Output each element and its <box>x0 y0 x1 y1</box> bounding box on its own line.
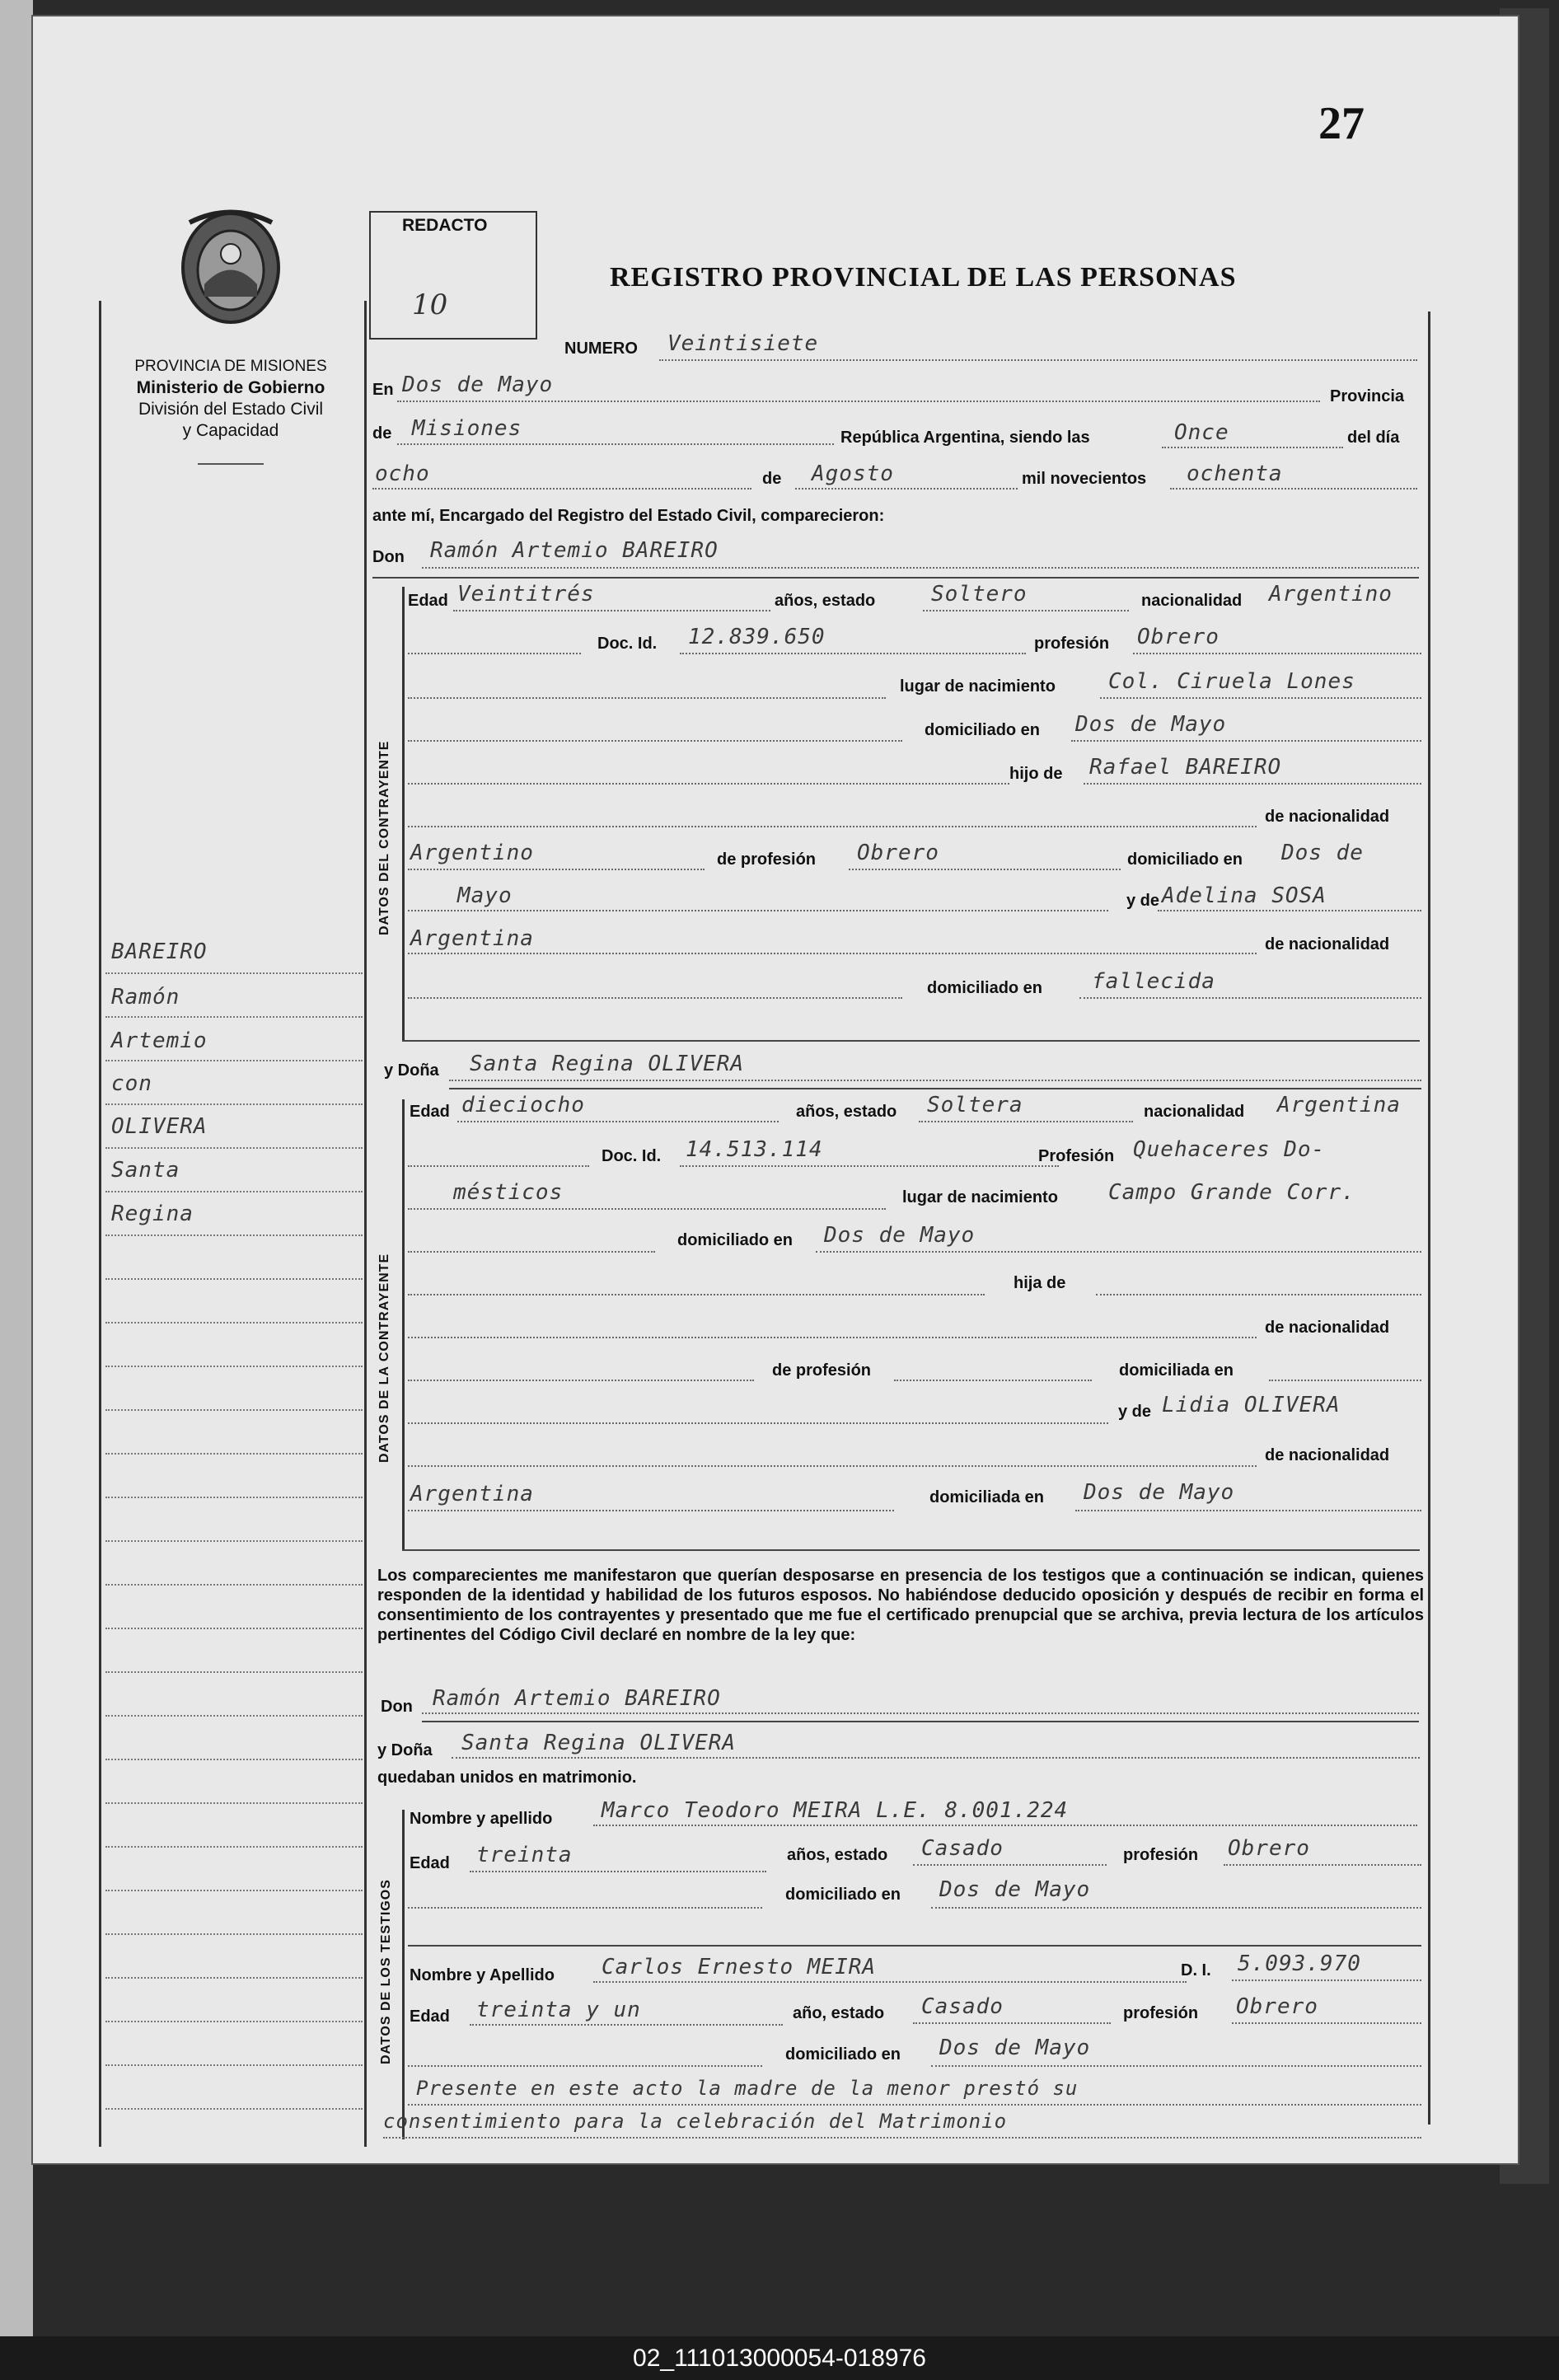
t2-di-value: 5.093.970 <box>1238 1951 1361 1976</box>
c-section-end <box>402 1040 1420 1042</box>
f-edad-line <box>457 1121 779 1122</box>
c-doc-line <box>680 653 1026 654</box>
t1-edad-line <box>470 1871 766 1872</box>
c-lugar-label: lugar de nacimiento <box>900 677 1056 696</box>
t2-di-line <box>1232 1979 1421 1981</box>
c-lugar-line <box>1100 697 1421 699</box>
testigos-note-line2-rule <box>383 2137 1421 2139</box>
footer-id: 02_111013000054-018976 <box>0 2336 1559 2380</box>
left-margin-line <box>99 301 101 2147</box>
numero-line <box>659 359 1417 361</box>
f-padre-prof-line <box>894 1380 1092 1381</box>
t2-nombre-value: Carlos Ernesto MEIRA <box>602 1955 877 1979</box>
margin-rule <box>105 1497 363 1498</box>
t1-dom-value: Dos de Mayo <box>939 1877 1091 1902</box>
c-estado-line <box>923 610 1129 611</box>
hora-value: Once <box>1174 420 1229 445</box>
f-madre-dom-value: Dos de Mayo <box>1084 1480 1235 1505</box>
mes-value: Agosto <box>812 461 894 486</box>
t2-edad-value: treinta y un <box>476 1998 641 2022</box>
f-madre-dom-label: domiciliada en <box>929 1488 1044 1506</box>
margin-rule <box>105 1933 363 1935</box>
redacto-label: REDACTO <box>402 216 488 235</box>
f-edad-label: Edad <box>410 1103 450 1121</box>
margin-rule <box>105 1759 363 1760</box>
c-hijo-pre-line <box>408 783 1009 785</box>
c-edad-line <box>453 610 770 611</box>
f-doc-line <box>680 1165 1059 1167</box>
margin-rule <box>105 1846 363 1848</box>
t2-nombre-line <box>593 1981 1187 1983</box>
margin-rule <box>105 1235 363 1236</box>
c-padre-dom-line <box>408 910 1108 911</box>
c-dom-line <box>1071 740 1421 742</box>
f-nac-label: nacionalidad <box>1144 1103 1245 1121</box>
c-dom-label: domiciliado en <box>925 721 1041 739</box>
margin-note: Santa <box>111 1158 180 1183</box>
column-divider <box>364 301 367 2147</box>
t2-estado-value: Casado <box>921 1994 1004 2019</box>
t2-estado-line <box>913 2022 1111 2024</box>
dia-line <box>372 488 751 490</box>
c-padre-prof-value: Obrero <box>857 841 939 865</box>
province-value: Misiones <box>412 416 522 441</box>
c-madre-dom-value: fallecida <box>1092 969 1215 994</box>
decl-don-value: Ramón Artemio BAREIRO <box>433 1686 721 1711</box>
c-edad-value: Veintitrés <box>457 582 595 607</box>
margin-note: OLIVERA <box>111 1114 208 1139</box>
numero-label: NUMERO <box>564 340 638 358</box>
f-dom-label: domiciliado en <box>677 1231 794 1249</box>
t1-edad-value: treinta <box>476 1843 573 1867</box>
ministry-heading <box>99 356 363 442</box>
c-doc-value: 12.839.650 <box>688 625 826 649</box>
de-label: de <box>372 424 392 443</box>
t1-edad-label: Edad <box>410 1854 450 1872</box>
page-number: 27 <box>1318 98 1365 149</box>
c-madre-nac-line <box>408 953 1257 954</box>
f-hija-label: hija de <box>1014 1274 1066 1292</box>
f-madre-value: Lidia OLIVERA <box>1162 1393 1341 1417</box>
t2-dom-label: domiciliado en <box>785 2045 901 2064</box>
province-line: PROVINCIA DE MISIONES <box>134 358 327 375</box>
t2-prof-line <box>1232 2022 1421 2024</box>
t2-edad-line <box>470 2024 783 2026</box>
margin-rule <box>105 1890 363 1891</box>
f-estado-label: años, estado <box>796 1103 897 1121</box>
f-madre-nac-line <box>408 1510 894 1511</box>
dia-value: ocho <box>375 461 430 486</box>
c-y-de-label: y de <box>1126 892 1160 910</box>
contrayenta-bracket <box>402 1099 405 1551</box>
t1-dom-label: domiciliado en <box>785 1886 901 1904</box>
province-line <box>397 443 834 445</box>
c-madre-value: Adelina SOSA <box>1162 883 1327 908</box>
anio-value: ochenta <box>1187 461 1283 486</box>
t2-prof-value: Obrero <box>1236 1994 1318 2019</box>
margin-rule <box>105 1322 363 1324</box>
c-doc-pre-line <box>408 653 581 654</box>
f-nac-value: Argentina <box>1277 1093 1401 1117</box>
anio-line <box>1170 488 1417 490</box>
c-padre-nac-value: Argentino <box>410 841 534 865</box>
f-y-de-label: y de <box>1118 1403 1152 1421</box>
c-de-nac-label2: de nacionalidad <box>1265 935 1390 953</box>
t1-prof-label: profesión <box>1123 1846 1199 1864</box>
margin-rule <box>105 1278 363 1280</box>
f-lugar-label: lugar de nacimiento <box>902 1188 1058 1206</box>
t1-dom-line <box>931 1907 1421 1909</box>
t2-estado-label: año, estado <box>793 2004 885 2022</box>
dona-line <box>449 1080 1421 1081</box>
margin-rule <box>105 1016 363 1018</box>
f-estado-value: Soltera <box>927 1093 1023 1117</box>
margin-rule <box>105 1671 363 1673</box>
quedaban-label: quedaban unidos en matrimonio. <box>377 1769 637 1787</box>
margin-rule <box>105 1191 363 1192</box>
decl-don-label: Don <box>381 1698 413 1716</box>
c-padre-value: Rafael BAREIRO <box>1089 755 1282 780</box>
testigos-bracket <box>402 1810 405 2139</box>
margin-rule <box>105 1147 363 1149</box>
f-prof-pre-line <box>408 1380 754 1381</box>
t1-nombre-line <box>593 1825 1417 1826</box>
provincia-label: Provincia <box>1330 387 1405 405</box>
t2-prof-label: profesión <box>1123 2004 1199 2022</box>
t1-dom-pre-line <box>408 1907 762 1909</box>
en-label: En <box>372 381 394 399</box>
decl-don-line <box>422 1712 1419 1714</box>
f-doc-label: Doc. Id. <box>602 1147 662 1165</box>
f-prof-label: Profesión <box>1038 1147 1115 1165</box>
dona-value: Santa Regina OLIVERA <box>470 1052 745 1076</box>
en-value: Dos de Mayo <box>402 372 554 397</box>
f-estado-line <box>919 1121 1133 1122</box>
margin-rule <box>105 1540 363 1542</box>
del-dia-label: del día <box>1347 429 1400 447</box>
contrayenta-side-label: DATOS DE LA CONTRAYENTE <box>377 1253 391 1463</box>
don-underline <box>372 577 1419 579</box>
f-prof-value1: Quehaceres Do- <box>1133 1137 1326 1162</box>
c-nac-value: Argentino <box>1269 582 1393 607</box>
c-madre-dom-pre-line <box>408 997 902 999</box>
decl-dona-line <box>452 1757 1420 1759</box>
book-left-edge <box>0 0 33 2380</box>
f-de-nac-label: de nacionalidad <box>1265 1319 1390 1337</box>
f-section-end <box>402 1549 1420 1551</box>
margin-note: con <box>111 1071 152 1096</box>
c-madre-line <box>1158 910 1421 911</box>
f-padre-dom-line <box>1269 1380 1421 1381</box>
dona-label: y Doña <box>384 1061 439 1080</box>
hora-line <box>1162 447 1343 448</box>
c-padre-prof-line <box>849 869 1121 870</box>
margin-rule <box>105 1453 363 1455</box>
don-label: Don <box>372 548 405 566</box>
right-border <box>1428 312 1430 2125</box>
en-line <box>397 401 1320 402</box>
t1-prof-line <box>1224 1864 1421 1866</box>
t2-dom-pre-line <box>408 2065 762 2067</box>
c-estado-value: Soltero <box>931 582 1028 607</box>
f-hija-pre-line <box>408 1294 985 1295</box>
t2-dom-line <box>931 2065 1421 2067</box>
f-domiciliada-label: domiciliada en <box>1119 1361 1234 1380</box>
margin-rule <box>105 2064 363 2066</box>
f-nac-pre-line <box>408 1337 1257 1338</box>
decl-dona-value: Santa Regina OLIVERA <box>461 1731 737 1755</box>
c-padre-dom-value1: Dos de <box>1281 841 1364 865</box>
margin-rule <box>105 972 363 974</box>
margin-rule <box>105 1366 363 1367</box>
c-madre-dom-label: domiciliado en <box>927 979 1043 997</box>
c-prof-line <box>1133 653 1421 654</box>
mes-line <box>795 488 1018 490</box>
t2-edad-label: Edad <box>410 2008 450 2026</box>
margin-rule <box>105 1060 363 1061</box>
capacity-line: y Capacidad <box>182 421 279 440</box>
t1-nombre-label: Nombre y apellido <box>410 1810 553 1828</box>
f-doc-value: 14.513.114 <box>686 1137 823 1162</box>
margin-note: Regina <box>111 1202 194 1226</box>
c-dom-value: Dos de Mayo <box>1075 712 1227 737</box>
f-hija-line <box>1096 1294 1421 1295</box>
margin-rule <box>105 1715 363 1717</box>
margin-rule <box>105 1628 363 1629</box>
decl-dona-label: y Doña <box>377 1741 433 1759</box>
don-line <box>422 567 1419 569</box>
t1-prof-value: Obrero <box>1228 1836 1310 1861</box>
c-de-prof-label: de profesión <box>717 850 817 869</box>
c-padre-nac-line <box>408 869 705 870</box>
f-prof-value2: mésticos <box>453 1180 564 1205</box>
f-de-prof-label: de profesión <box>772 1361 872 1380</box>
ante-label: ante mí, Encargado del Registro del Estado Civil, comparecieron: <box>372 507 885 525</box>
contrayente-side-label: DATOS DEL CONTRAYENTE <box>377 740 391 935</box>
c-padre-dom-label: domiciliado en <box>1127 850 1243 869</box>
mil-label: mil novecientos <box>1022 470 1147 488</box>
heading-divider <box>198 463 264 465</box>
margin-rule <box>105 2021 363 2022</box>
c-de-nac-label: de nacionalidad <box>1265 808 1390 826</box>
t1-estado-value: Casado <box>921 1836 1004 1861</box>
f-doc-pre-line <box>408 1165 589 1167</box>
f-madre-nac-value: Argentina <box>410 1482 534 1506</box>
t1-section-end <box>408 1945 1421 1947</box>
c-nac-label: nacionalidad <box>1141 592 1243 610</box>
coat-of-arms-icon <box>173 206 288 330</box>
margin-rule <box>105 1802 363 1804</box>
f-madre-nac-pre-line <box>408 1465 1257 1467</box>
t2-dom-value: Dos de Mayo <box>939 2036 1091 2060</box>
f-edad-value: dieciocho <box>461 1093 585 1117</box>
margin-rule <box>105 1584 363 1586</box>
division-line: División del Estado Civil <box>138 400 324 419</box>
republica-label: República Argentina, siendo las <box>840 429 1090 447</box>
f-dom-pre-line <box>408 1251 655 1253</box>
t1-estado-line <box>913 1864 1107 1866</box>
f-prof-line2 <box>408 1208 886 1210</box>
c-padre-line <box>1084 783 1421 785</box>
margin-note: BAREIRO <box>111 939 208 964</box>
c-doc-label: Doc. Id. <box>597 635 658 653</box>
c-prof-label: profesión <box>1034 635 1110 653</box>
margin-rule <box>105 1977 363 1979</box>
decl-don-underline <box>422 1721 1419 1722</box>
de-mes-label: de <box>762 470 782 488</box>
margin-rule <box>105 2108 363 2110</box>
margin-rule <box>105 1409 363 1411</box>
don-value: Ramón Artemio BAREIRO <box>430 538 719 563</box>
f-y-de-pre-line <box>408 1422 1108 1424</box>
margin-rule <box>105 1103 363 1105</box>
dona-underline <box>449 1088 1421 1089</box>
numero-value: Veintisiete <box>667 331 819 356</box>
f-de-nac-label2: de nacionalidad <box>1265 1446 1390 1464</box>
ministry-line: Ministerio de Gobierno <box>136 378 325 397</box>
testigos-side-label: DATOS DE LOS TESTIGOS <box>379 1879 393 2064</box>
t2-di-label: D. I. <box>1181 1961 1211 1979</box>
c-dom-pre-line <box>408 740 902 742</box>
declaration-text: Los comparecientes me manifestaron que querían desposarse en presencia de los testigos que a continuación se indican, quienes responden de la identidad y habilidad de los futuros esposos. No habiéndose deducido oposición y después de recibir en forma el consentimiento de los contrayentes y presentado que me fue el certificado prenupcial que se archiva, previa lectura de los artículos pertinentes del Código Civil declaré en nombre de la ley que: <box>377 1567 1424 1644</box>
f-dom-line <box>816 1251 1421 1253</box>
page-title: REGISTRO PROVINCIAL DE LAS PERSONAS <box>610 262 1237 293</box>
c-padre-nac-pre-line <box>408 826 1257 827</box>
testigos-note-line1-rule <box>408 2104 1421 2106</box>
f-madre-dom-line <box>1075 1510 1421 1511</box>
margin-note: Ramón <box>111 985 180 1010</box>
testigos-note-line2: consentimiento para la celebración del Matrimonio <box>383 2110 1008 2133</box>
c-edad-label: Edad <box>408 592 448 610</box>
c-lugar-value: Col. Ciruela Lones <box>1108 669 1355 694</box>
c-madre-dom-line <box>1079 997 1421 999</box>
c-lugar-pre-line <box>408 697 886 699</box>
c-madre-nac-value: Argentina <box>410 926 534 951</box>
t1-estado-label: años, estado <box>787 1846 888 1864</box>
contrayente-bracket <box>402 587 405 1040</box>
t1-nombre-value: Marco Teodoro MEIRA L.E. 8.001.224 <box>602 1798 1069 1823</box>
f-lugar-value: Campo Grande Corr. <box>1108 1180 1355 1205</box>
testigos-note-line1: Presente en este acto la madre de la menor prestó su <box>416 2077 1079 2100</box>
c-hijo-label: hijo de <box>1009 765 1063 783</box>
c-padre-dom-value2: Mayo <box>457 883 513 908</box>
t2-nombre-label: Nombre y Apellido <box>410 1966 555 1984</box>
c-estado-label: años, estado <box>775 592 876 610</box>
redacto-value: 10 <box>412 288 448 321</box>
margin-note: Artemio <box>111 1028 208 1053</box>
f-dom-value: Dos de Mayo <box>824 1223 976 1248</box>
c-prof-value: Obrero <box>1137 625 1220 649</box>
